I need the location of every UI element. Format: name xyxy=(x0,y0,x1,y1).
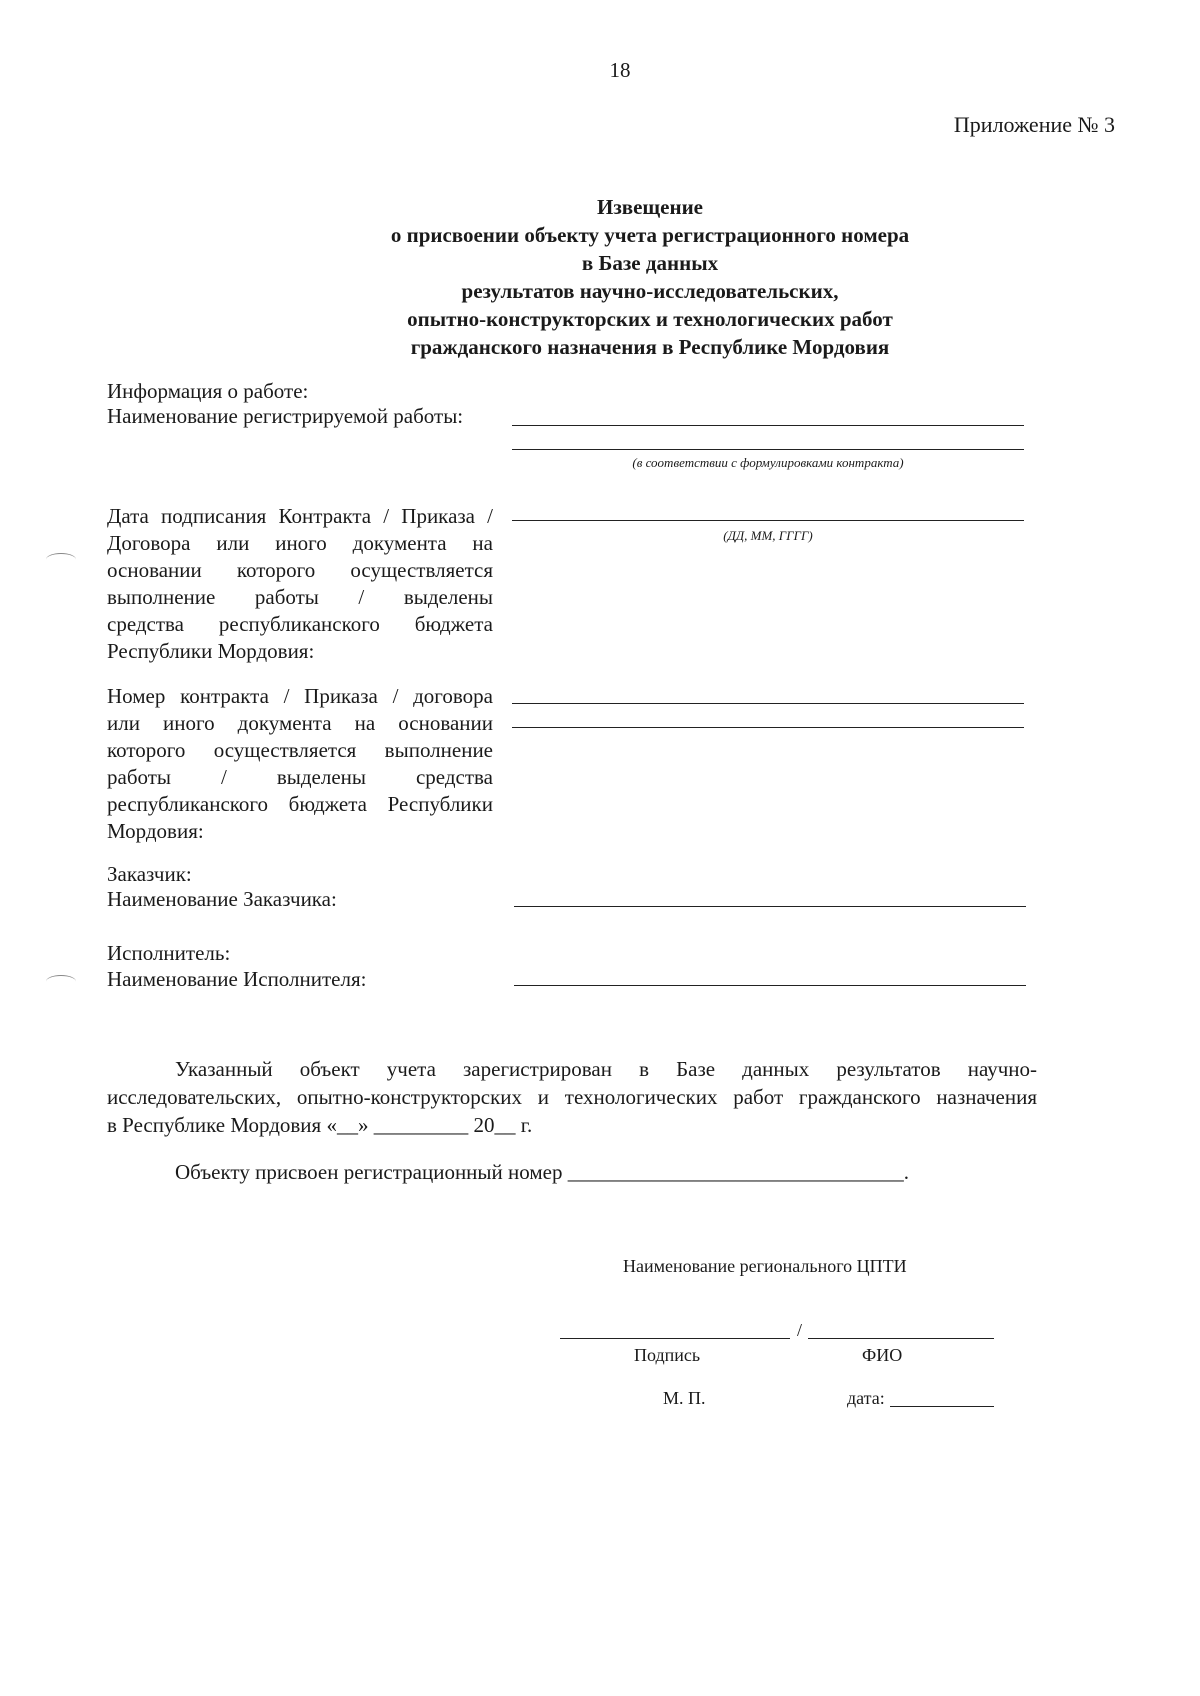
signature-label: Подпись xyxy=(634,1345,701,1365)
work-name-line-1[interactable] xyxy=(512,425,1024,426)
title-line: результатов научно-исследовательских, xyxy=(461,279,839,303)
assigned-number-row xyxy=(175,1158,909,1186)
contract-number-line: республиканского бюджета Республики xyxy=(107,792,493,816)
registered-paragraph xyxy=(107,1055,1037,1139)
contract-number-line: или иного документа на основании xyxy=(107,711,493,735)
fio-line[interactable] xyxy=(808,1338,994,1339)
title-line: гражданского назначения в Республике Мордовия xyxy=(410,335,890,359)
customer-name-line[interactable] xyxy=(514,906,1026,907)
document-title xyxy=(250,193,1050,361)
contract-date-line: основании которого осуществляется xyxy=(107,558,493,582)
date-line[interactable] xyxy=(890,1406,994,1407)
title-line: в Базе данных xyxy=(581,251,719,275)
registered-line: Указанный объект учета зарегистрирован в Базе данных результатов научно- xyxy=(175,1057,1037,1081)
executor-name-line[interactable] xyxy=(514,985,1026,986)
title-line: о присвоении объекту учета регистрационного номера xyxy=(390,223,910,247)
work-name-hint: (в соответствии с формулировками контракта) xyxy=(632,455,904,470)
contract-date-line: Договора или иного документа на xyxy=(107,531,493,555)
registered-line: исследовательских, опытно-конструкторских и технологических работ гражданского назначения xyxy=(107,1085,1037,1109)
date-label: дата: xyxy=(847,1388,885,1408)
scan-mark xyxy=(46,553,76,566)
work-name-label: Наименование регистрируемой работы: xyxy=(107,404,464,428)
signature-line[interactable] xyxy=(560,1338,790,1339)
contract-date-line-field[interactable] xyxy=(512,520,1024,521)
work-info-heading: Информация о работе: xyxy=(107,379,309,403)
contract-number-label xyxy=(107,683,493,845)
contract-number-line: Мордовия: xyxy=(107,819,204,843)
customer-name-label: Наименование Заказчика: xyxy=(107,887,337,911)
contract-date-line: средства республиканского бюджета xyxy=(107,612,493,636)
work-name-line-2[interactable] xyxy=(512,449,1024,450)
stamp-label: М. П. xyxy=(663,1388,706,1408)
customer-heading: Заказчик: xyxy=(107,862,192,886)
contract-number-line-field-2[interactable] xyxy=(512,727,1024,728)
signature-separator: / xyxy=(797,1320,803,1340)
contract-number-line: которого осуществляется выполнение xyxy=(107,738,493,762)
executor-name-label: Наименование Исполнителя: xyxy=(107,967,367,991)
fio-label: ФИО xyxy=(862,1345,903,1365)
contract-date-hint: (ДД, ММ, ГГГГ) xyxy=(723,528,813,543)
contract-date-line: Республики Мордовия: xyxy=(107,639,315,663)
assigned-number-text: Объекту присвоен регистрационный номер xyxy=(175,1160,563,1184)
org-name-label: Наименование регионального ЦПТИ xyxy=(623,1256,907,1276)
contract-date-label xyxy=(107,503,493,665)
title-line: Извещение xyxy=(596,195,703,219)
page-number: 18 xyxy=(609,58,631,82)
contract-number-line: работы / выделены средства xyxy=(107,765,493,789)
assigned-number-blank[interactable]: ________________________________. xyxy=(567,1160,909,1184)
appendix-label: Приложение № 3 xyxy=(953,112,1115,137)
scan-mark xyxy=(46,975,76,988)
title-line: опытно-конструкторских и технологических работ xyxy=(407,307,893,331)
registered-line: в Республике Мордовия «__» _________ 20__ г. xyxy=(107,1113,533,1137)
contract-date-line: Дата подписания Контракта / Приказа / xyxy=(107,504,493,528)
contract-number-line-field-1[interactable] xyxy=(512,703,1024,704)
executor-heading: Исполнитель: xyxy=(107,941,231,965)
contract-number-line: Номер контракта / Приказа / договора xyxy=(107,684,493,708)
contract-date-line: выполнение работы / выделены xyxy=(107,585,493,609)
